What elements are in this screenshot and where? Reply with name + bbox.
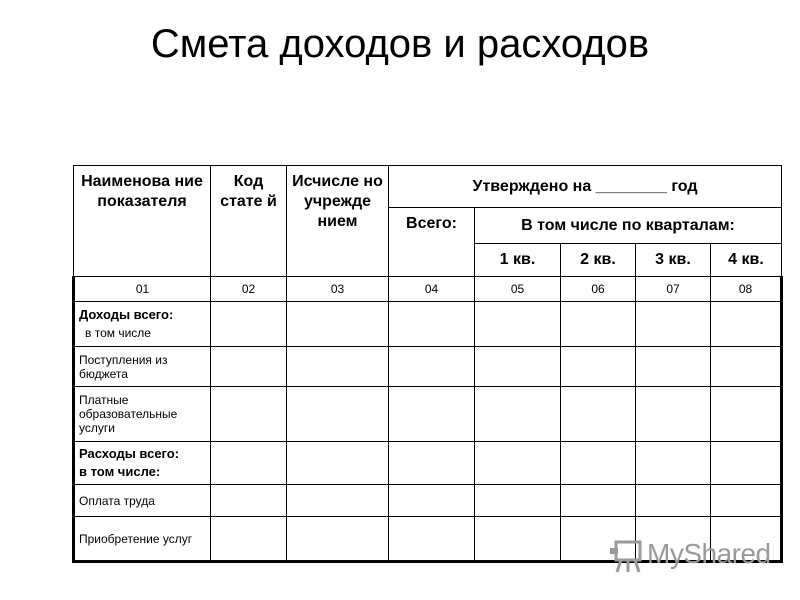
table-cell	[211, 485, 287, 517]
row-label-expenses-total	[74, 442, 211, 485]
table-cell	[389, 517, 475, 562]
table-cell	[389, 347, 475, 387]
row-label-text: Доходы всего:	[79, 307, 174, 322]
table-cell	[475, 387, 561, 442]
col-number: 05	[475, 277, 561, 302]
table-cell	[389, 387, 475, 442]
table-cell	[287, 517, 389, 562]
row-label-salary: Оплата труда	[74, 485, 211, 517]
table-cell	[287, 485, 389, 517]
table-cell	[211, 442, 287, 485]
table-cell	[287, 302, 389, 347]
table-cell	[287, 347, 389, 387]
row-label-paid-services: Платные образовательные услуги	[74, 387, 211, 442]
col-number: 01	[74, 277, 211, 302]
col-number: 08	[711, 277, 782, 302]
table-cell	[211, 347, 287, 387]
table-cell	[211, 302, 287, 347]
table-cell	[561, 347, 636, 387]
table-cell	[475, 442, 561, 485]
table-cell	[287, 442, 389, 485]
row-sublabel-text: в том числе	[85, 326, 151, 340]
table-cell	[711, 442, 782, 485]
row-label-services-purchase: Приобретение услуг	[74, 517, 211, 562]
col-number: 06	[561, 277, 636, 302]
table-cell	[636, 387, 711, 442]
row-sublabel-text: в том числе:	[79, 464, 161, 479]
table-cell	[287, 387, 389, 442]
col-number: 02	[211, 277, 287, 302]
table-cell	[561, 485, 636, 517]
col-number: 07	[636, 277, 711, 302]
col-number: 04	[389, 277, 475, 302]
table-cell	[389, 302, 475, 347]
header-total: Всего:	[389, 208, 475, 277]
header-q3: 3 кв.	[636, 244, 711, 277]
table-cell	[475, 302, 561, 347]
header-q4: 4 кв.	[711, 244, 782, 277]
table-cell	[389, 485, 475, 517]
header-q2: 2 кв.	[561, 244, 636, 277]
table-cell	[211, 517, 287, 562]
table-cell	[475, 347, 561, 387]
table-cell	[711, 387, 782, 442]
table-cell	[711, 302, 782, 347]
table-cell	[636, 442, 711, 485]
table-cell	[211, 387, 287, 442]
table-cell	[711, 347, 782, 387]
page-title: Смета доходов и расходов	[150, 22, 650, 66]
table-cell	[636, 347, 711, 387]
table-cell	[475, 485, 561, 517]
table-cell	[561, 302, 636, 347]
row-label-income-total	[74, 302, 211, 347]
table-cell	[636, 302, 711, 347]
header-code: Код стате й	[211, 166, 287, 277]
table-cell	[636, 485, 711, 517]
header-q1: 1 кв.	[475, 244, 561, 277]
table-cell	[389, 442, 475, 485]
table-row	[74, 347, 782, 387]
table-row	[74, 387, 782, 442]
header-quarters-title: В том числе по кварталам:	[475, 208, 782, 244]
row-label-budget-receipts: Поступления из бюджета	[74, 347, 211, 387]
row-label-text: Расходы всего:	[79, 446, 180, 461]
col-number: 03	[287, 277, 389, 302]
table-cell	[561, 442, 636, 485]
table-row	[74, 302, 782, 347]
table-cell	[711, 485, 782, 517]
table-cell	[561, 387, 636, 442]
column-number-row	[74, 277, 782, 302]
header-approved: Утверждено на ________ год	[389, 166, 782, 208]
presentation-board-icon	[607, 534, 643, 574]
table-row	[74, 485, 782, 517]
budget-table	[72, 165, 783, 563]
header-name: Наименова ние показателя	[74, 166, 211, 277]
table-cell	[475, 517, 561, 562]
watermark-text: MyShared	[647, 538, 771, 569]
header-calc: Исчисле но учрежде нием	[287, 166, 389, 277]
table-row	[74, 442, 782, 485]
watermark	[607, 532, 777, 576]
